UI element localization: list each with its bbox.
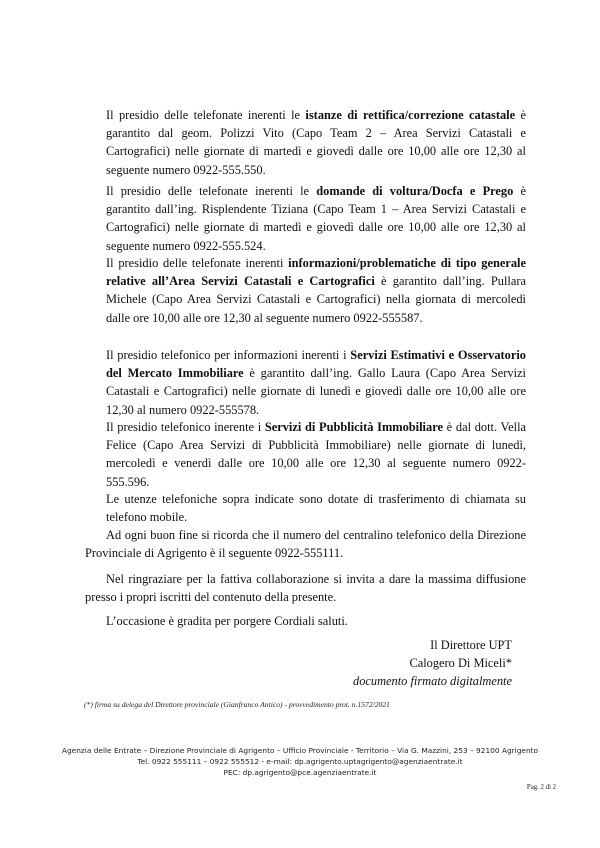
text: Il presidio delle telefonate inerenti le	[106, 184, 317, 198]
signature-name: Calogero Di Miceli*	[409, 656, 512, 670]
paragraph-centralino: Ad ogni buon fine si ricorda che il numero del centralino telefonico della Direzione Provinciale di Agrigento è il seguente 0922-555111.	[85, 528, 526, 561]
footer-pec: PEC: dp.agrigento@pce.agenziaentrate.it	[223, 768, 377, 777]
signature-note: documento firmato digitalmente	[353, 674, 512, 688]
text: è garantito dall’ing. Risplendente Tiziana (Capo Team 1 – Area Servizi Catastali e Cartografici) nelle giornate di martedì e giovedì dalle ore 10,00 alle ore 12,30 al seguente numero 0922-555.524.	[106, 184, 526, 253]
text: è garantito dal geom. Polizzi Vito (Capo Team 2 – Area Servizi Catastali e Cartografici) nelle giornate di martedì e giovedì dalle ore 10,00 alle ore 12,30 al seguente numero 0922-555.550.	[106, 108, 526, 177]
paragraph-voltura	[106, 182, 526, 255]
paragraph-estimativi	[106, 346, 526, 419]
footer-contacts: Tel. 0922 555111 – 0922 555512 - e-mail: dp.agrigento.uptagrigento@agenziaentrate.it	[137, 757, 463, 766]
text: Il presidio telefonico per informazioni inerenti i	[106, 348, 351, 362]
bold-text: domande di voltura/Docfa e Prego	[316, 184, 514, 198]
bold-text: informazioni/problematiche di tipo generale relative all’Area Servizi Catastali e Cartografici	[106, 256, 526, 289]
bold-text: istanze di rettifica/correzione catastale	[305, 108, 516, 122]
text: è dal dott. Vella Felice (Capo Area Servizi di Pubblicità Immobiliare) nelle giornate di lunedì, mercoledì e venerdì dalle ore 10,00 alle ore 12,30 al seguente numero 0922-555.596.	[106, 420, 527, 489]
footer-address: Agenzia delle Entrate – Direzione Provinciale di Agrigento – Ufficio Provinciale - Territorio – Via G. Mazzini, 253 – 92100 Agrigento	[61, 746, 539, 755]
paragraph-catastali	[106, 254, 526, 327]
text: Il presidio delle telefonate inerenti le	[106, 108, 306, 122]
page-number: Pag. 2 di 2	[526, 784, 556, 791]
paragraph-ringraziamento: Nel ringraziare per la fattiva collaborazione si invita a dare la massima diffusione presso i propri iscritti del contenuto della presente.	[85, 572, 526, 605]
paragraph-saluti: L’occasione è gradita per porgere Cordiali saluti.	[106, 614, 348, 628]
text: è garantito dall’ing. Gallo Laura (Capo Area Servizi Catastali e Cartografici) nelle giornate di lunedì e giovedì dalle ore 10,00 alle ore 12,30 al numero 0922-555578.	[106, 366, 526, 417]
paragraph-utenze: Le utenze telefoniche sopra indicate sono dotate di trasferimento di chiamata su telefono mobile.	[106, 492, 526, 525]
paragraph-rettifica	[106, 106, 526, 179]
paragraph-pubblicita	[106, 418, 526, 491]
bold-text: Servizi di Pubblicità Immobiliare	[264, 420, 443, 434]
bold-text: Servizi Estimativi e Osservatorio del Mercato Immobiliare	[106, 348, 526, 381]
text: Il presidio delle telefonate inerenti	[106, 256, 289, 270]
footnote: (*) firma su delega del Direttore provinciale (Gianfranco Antico) - provvedimento prot. n.1572/2021	[84, 700, 390, 709]
text: è garantito dall’ing. Pullara Michele (Capo Area Servizi Catastali e Cartografici) nella giornata di mercoledì dalle ore 10,00 alle ore 12,30 al seguente numero 0922-555587.	[106, 274, 526, 325]
signature-role: Il Direttore UPT	[430, 638, 512, 652]
text: Il presidio telefonico inerente i	[106, 420, 265, 434]
